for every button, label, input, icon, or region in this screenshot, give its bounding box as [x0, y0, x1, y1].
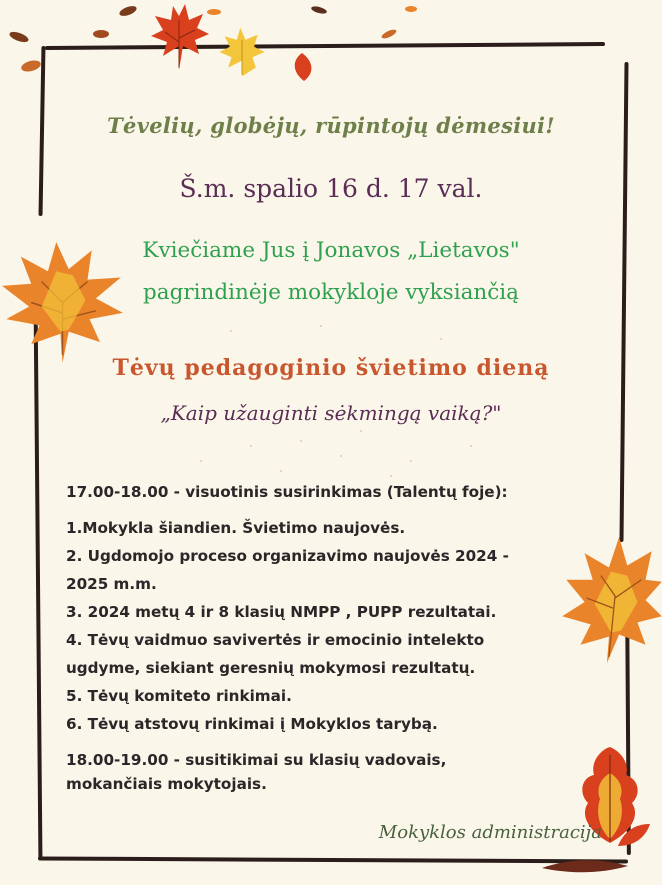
agenda-list: [66, 514, 606, 738]
agenda-item: 3. 2024 metų 4 ir 8 klasių NMPP , PUPP rezultatai.: [66, 603, 497, 621]
agenda-item: 6. Tėvų atstovų rinkimai į Mokyklos tarybą.: [66, 715, 438, 733]
second-session-line-1: 18.00-19.00 - susitikimai su klasių vadovais,: [66, 751, 447, 769]
second-session: [66, 748, 606, 796]
small-leaf-icon: [20, 58, 42, 74]
event-subtitle: „Kaip užauginti sėkmingą vaiką?": [160, 401, 502, 425]
small-leaf-icon: [616, 822, 652, 848]
invitation-line-2: pagrindinėje mokykloje vyksiančią: [143, 280, 519, 305]
event-date-time: Š.m. spalio 16 d. 17 val.: [179, 174, 483, 203]
small-leaf-icon: [540, 856, 630, 876]
event-title: Tėvų pedagoginio švietimo dieną: [112, 355, 550, 381]
first-session: 17.00-18.00 - visuotinis susirinkimas (Talentų foje):: [66, 483, 508, 501]
agenda-item: ugdyme, siekiant geresnių mokymosi rezultatų.: [66, 659, 476, 677]
invitation-line-1: Kviečiame Jus į Jonavos „Lietavos": [142, 238, 520, 263]
agenda-item: 1.Mokykla šiandien. Švietimo naujovės.: [66, 519, 406, 537]
small-leaf-icon: [118, 4, 138, 18]
small-leaf-icon: [310, 4, 328, 16]
signature: Mokyklos administracija: [378, 822, 602, 843]
second-session-line-2: mokančiais mokytojais.: [66, 775, 267, 793]
agenda-item: 2025 m.m.: [66, 575, 157, 593]
agenda-item: 4. Tėvų vaidmuo savivertės ir emocinio intelekto: [66, 631, 485, 649]
small-leaf-icon: [380, 28, 398, 40]
small-leaf-icon: [8, 30, 30, 44]
greeting-heading: Tėvelių, globėjų, rūpintojų dėmesiui!: [107, 113, 555, 138]
small-leaf-icon: [404, 4, 418, 14]
agenda-item: 5. Tėvų komiteto rinkimai.: [66, 687, 292, 705]
maple-leaf-icon: [216, 26, 268, 78]
small-leaf-icon: [290, 52, 318, 82]
small-leaf-icon: [92, 28, 110, 40]
small-leaf-icon: [206, 6, 222, 18]
maple-leaf-icon: [148, 2, 210, 72]
agenda-item: 2. Ugdomojo proceso organizavimo naujovės 2024 -: [66, 547, 509, 565]
